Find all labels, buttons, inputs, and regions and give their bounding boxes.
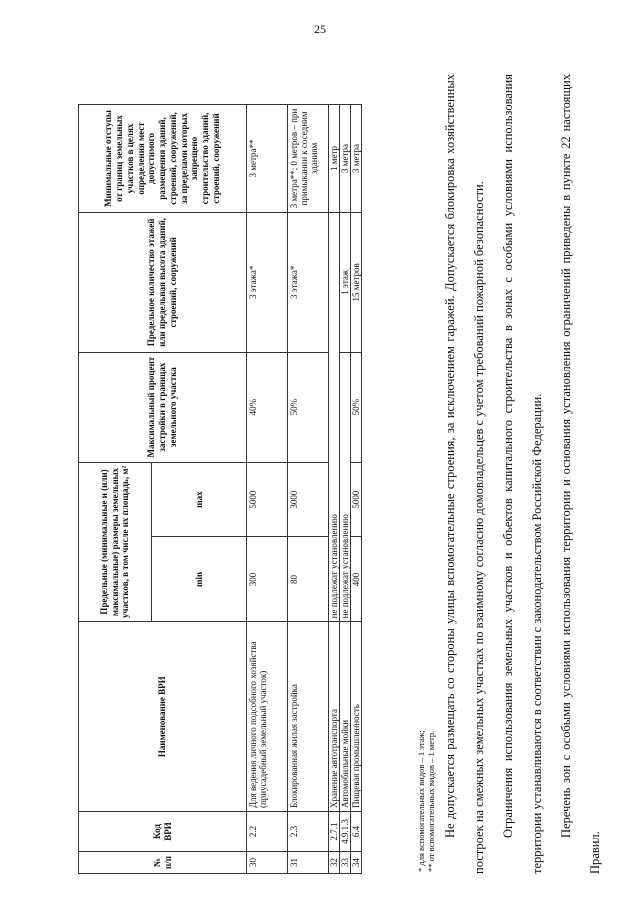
body-text [436, 74, 610, 874]
cell-indent: 1 метр [329, 105, 340, 213]
cell-name: Хранение автотранспорта [329, 622, 340, 812]
cell-indent: 3 метра** [247, 105, 288, 213]
table-row [340, 105, 351, 874]
header-code: Код ВРИ [79, 812, 247, 852]
header-min: min [152, 537, 247, 622]
cell-floors: 3 этажа* [247, 212, 288, 352]
cell-floors: 15 метров [351, 212, 362, 352]
header-percent: Максимальный процент застройки в границах земельного участка [79, 352, 247, 462]
rotated-content [64, 46, 624, 886]
cell-floors: 1 этаж [340, 212, 351, 352]
cell-max: 5000 [351, 462, 362, 537]
cell-name: Автомобильные мойки [340, 622, 351, 812]
cell-num: 30 [247, 852, 288, 874]
cell-name: Блокированная жилая застройка [288, 622, 329, 812]
table-row [247, 105, 288, 874]
cell-percent: 50% [351, 352, 362, 462]
header-name: Наименование ВРИ [79, 622, 247, 812]
paragraph-outbuildings: Не допускается размещать со стороны улицы вспомогательные строения, за исключением гаражей. Допускается блокировка хозяйственных построек на смежных земельных участках по взаимному согласию домовладельцев с учетом требований пожарной безопасности. [443, 74, 486, 874]
cell-indent: 3 метра [340, 105, 351, 213]
cell-indent: 3 метра [351, 105, 362, 213]
header-floors: Предельное количество этажей или предельная высота зданий, строений, сооружений [79, 212, 247, 352]
cell-name: Пищевая промышленность [351, 622, 362, 812]
cell-num: 32 [329, 852, 340, 874]
cell-max: 3000 [288, 462, 329, 537]
rotated-content-frame [64, 46, 624, 886]
cell-floors: 3 этажа* [288, 212, 329, 352]
header-num: № п/п [79, 852, 247, 874]
cell-code: 2.2 [247, 812, 288, 852]
cell-code: 2.7.1 [329, 812, 340, 852]
header-indent: Минимальные отступы от границ земельных участков в целях определения мест допустимого размещения зданий, строений, сооружений, за пределами которых запрещено строительство зданий, строений, сооружений [79, 105, 247, 213]
cell-min: 400 [351, 537, 362, 622]
header-sizes: Предельные (минимальные и (или) максимальные) размеры земельных участков, в том числе их площадь, м² [79, 462, 152, 622]
table-row [329, 105, 340, 874]
cell-num: 33 [340, 852, 351, 874]
cell-num: 31 [288, 852, 329, 874]
cell-indent: 3 метра**; 0 метров – при примыкании к соседним зданиям [288, 105, 329, 213]
paragraph-zones-list: Перечень зон с особыми условиями использования территории и основания установления ограничений приведены в пункте 22 настоящих Правил. [559, 74, 602, 874]
footnote-2: ** от вспомогательных видов – 1 метр. [426, 730, 436, 872]
header-max: max [152, 462, 247, 537]
cell-min: 80 [288, 537, 329, 622]
cell-max: 5000 [247, 462, 288, 537]
cell-min: 300 [247, 537, 288, 622]
cell-code: 6.4 [351, 812, 362, 852]
cell-sizes-merged: не подлежат установлению [340, 352, 351, 622]
cell-percent: 40% [247, 352, 288, 462]
cell-percent: 50% [288, 352, 329, 462]
cell-name: Для ведения личного подсобного хозяйства (приусадебный земельный участок) [247, 622, 288, 812]
cell-sizes-merged: не подлежат установлению [329, 212, 340, 621]
paragraph-restrictions: Ограничения использования земельных участков и объектов капитального строительства в зонах с особыми условиями использования территории устанавливаются в соответствии с законодательством Российской Федерации. [501, 74, 544, 874]
table-footnotes [416, 730, 436, 872]
cell-code: 4.9.1.3 [340, 812, 351, 852]
footnote-1: * для вспомогательных видов – 1 этаж; [416, 730, 426, 872]
zoning-parameters-table [78, 104, 362, 874]
cell-num: 34 [351, 852, 362, 874]
cell-code: 2.3 [288, 812, 329, 852]
table-row [351, 105, 362, 874]
page-number: 25 [314, 22, 326, 36]
table-row [288, 105, 329, 874]
